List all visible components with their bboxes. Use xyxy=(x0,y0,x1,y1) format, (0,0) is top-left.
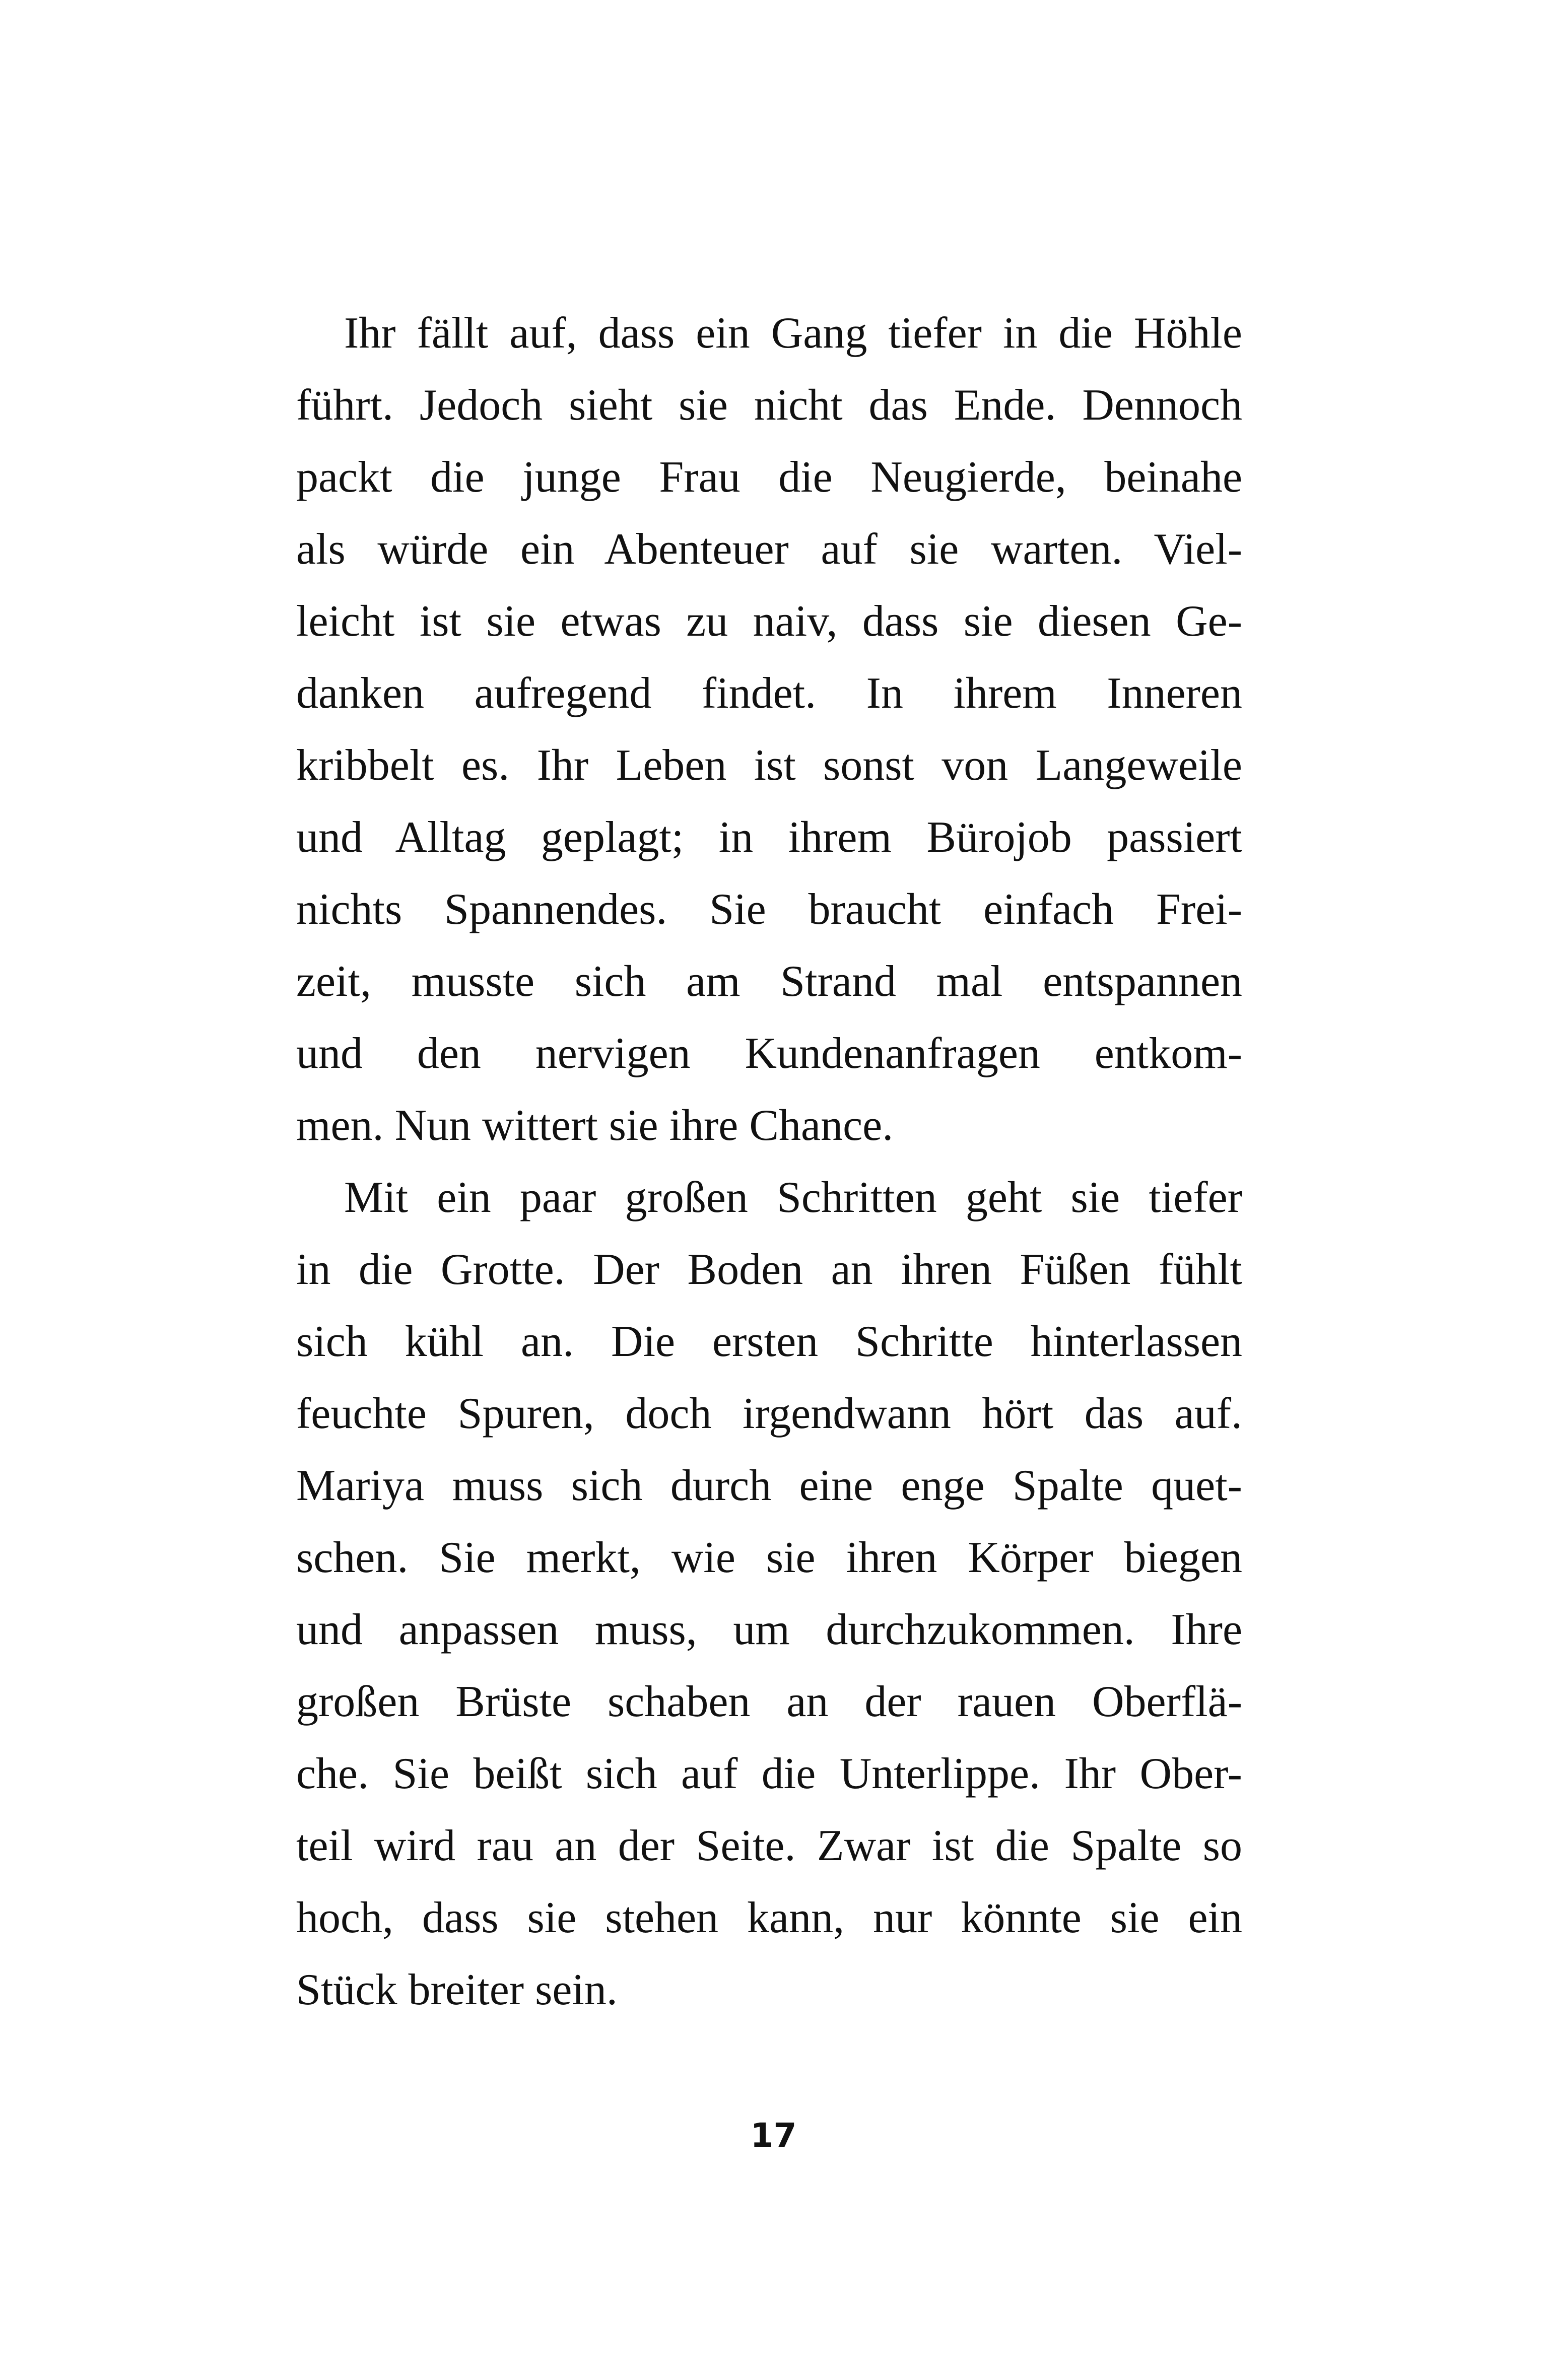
text-line: teil wird rau an der Seite. Zwar ist die Spalte so xyxy=(296,1821,1242,1870)
text-line: feuchte Spuren, doch irgendwann hört das auf. xyxy=(296,1389,1242,1438)
text-line: als würde ein Abenteuer auf sie warten. Viel- xyxy=(296,525,1242,574)
text-line: kribbelt es. Ihr Leben ist sonst von Langeweile xyxy=(296,741,1242,790)
text-line: führt. Jedoch sieht sie nicht das Ende. Dennoch xyxy=(296,381,1242,430)
text-line: Mariya muss sich durch eine enge Spalte quet- xyxy=(296,1461,1242,1510)
text-line: nichts Spannendes. Sie braucht einfach Frei- xyxy=(296,885,1242,934)
text-line: packt die junge Frau die Neugierde, beinahe xyxy=(296,453,1242,502)
page-number: 17 xyxy=(750,2116,797,2155)
text-line: in die Grotte. Der Boden an ihren Füßen fühlt xyxy=(296,1245,1242,1294)
text-line: men. Nun wittert sie ihre Chance. xyxy=(296,1101,894,1150)
body-text xyxy=(296,297,1242,2026)
text-line: und anpassen muss, um durchzukommen. Ihre xyxy=(296,1605,1242,1654)
paragraph-1 xyxy=(296,297,1242,1162)
text-line: danken aufregend findet. In ihrem Inneren xyxy=(296,669,1242,718)
text-line: Mit ein paar großen Schritten geht sie tiefer xyxy=(344,1173,1242,1222)
text-line: leicht ist sie etwas zu naiv, dass sie diesen Ge- xyxy=(296,597,1242,646)
text-line: schen. Sie merkt, wie sie ihren Körper biegen xyxy=(296,1533,1242,1582)
text-line: che. Sie beißt sich auf die Unterlippe. Ihr Ober- xyxy=(296,1749,1242,1798)
text-line: großen Brüste schaben an der rauen Oberflä- xyxy=(296,1677,1242,1726)
paragraph-2 xyxy=(296,1162,1242,2026)
text-line: zeit, musste sich am Strand mal entspannen xyxy=(296,957,1242,1006)
text-line: sich kühl an. Die ersten Schritte hinterlassen xyxy=(296,1317,1242,1366)
text-line: hoch, dass sie stehen kann, nur könnte sie ein xyxy=(296,1893,1242,1942)
text-line: Ihr fällt auf, dass ein Gang tiefer in die Höhle xyxy=(344,309,1242,358)
text-line: und Alltag geplagt; in ihrem Bürojob passiert xyxy=(296,813,1242,862)
text-line: und den nervigen Kundenanfragen entkom- xyxy=(296,1029,1242,1078)
text-line: Stück breiter sein. xyxy=(296,1965,618,2014)
